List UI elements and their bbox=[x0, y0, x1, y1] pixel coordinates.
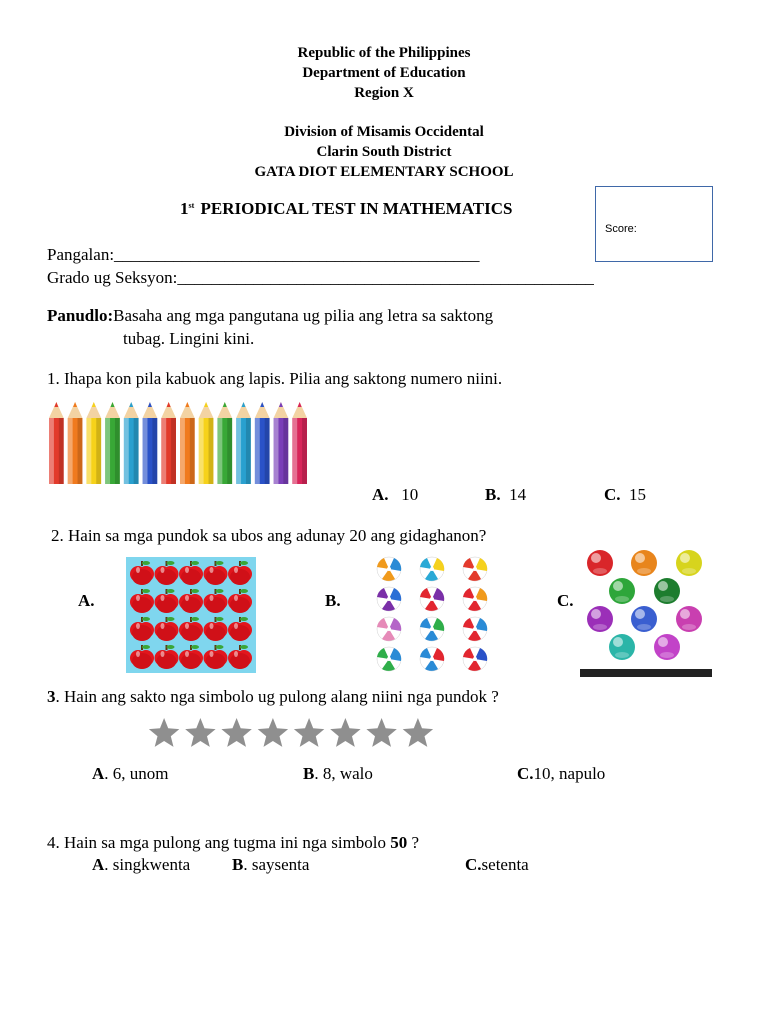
q3-option-b-value: . 8, walo bbox=[314, 764, 373, 783]
apple-icon bbox=[228, 645, 252, 669]
q4-text-end: ? bbox=[407, 833, 420, 852]
header-department: Department of Education bbox=[302, 65, 466, 81]
q4-text: 4. Hain sa mga pulong ang tugma ini nga simbolo bbox=[47, 833, 391, 852]
beach-ball-icon bbox=[463, 557, 487, 581]
beach-ball-icon bbox=[420, 617, 444, 641]
q4-option-a-letter: A bbox=[92, 855, 105, 874]
star-icon bbox=[149, 718, 179, 747]
apple-icon bbox=[204, 589, 228, 613]
pencil-icon bbox=[180, 402, 195, 484]
beach-ball-icon bbox=[463, 647, 487, 671]
pencil-icon bbox=[199, 402, 214, 484]
star-icon bbox=[221, 718, 251, 747]
beach-ball-icon bbox=[420, 647, 444, 671]
q4-option-b-letter: B bbox=[232, 855, 244, 874]
instructions-label: Panudlo: bbox=[47, 306, 114, 325]
apple-icon bbox=[228, 561, 252, 585]
name-field[interactable]: Pangalan:___________________________________________ bbox=[47, 245, 480, 264]
instructions-line2: tubag. Lingini kini. bbox=[123, 329, 255, 348]
q1-option-a-letter: A. bbox=[372, 485, 389, 504]
q1-option-c[interactable] bbox=[604, 485, 646, 505]
apple-icon bbox=[204, 617, 228, 641]
marble-icon bbox=[676, 550, 702, 576]
title-ordinal: 1 bbox=[180, 199, 189, 218]
q4-option-a-value: . singkwenta bbox=[104, 855, 191, 874]
marble-icon bbox=[654, 634, 680, 660]
star-icon bbox=[330, 718, 360, 747]
pencil-icon bbox=[105, 402, 120, 484]
q1-option-b-letter: B. bbox=[485, 485, 501, 504]
marble-icon bbox=[609, 634, 635, 660]
marble-icon bbox=[631, 606, 657, 632]
apple-icon bbox=[204, 561, 228, 585]
q1-option-b[interactable] bbox=[485, 485, 526, 505]
header-division: Division of Misamis Occidental bbox=[284, 124, 484, 140]
apple-icon bbox=[179, 589, 203, 613]
q3-text: . Hain ang sakto nga simbolo ug pulong alang niini nga pundok ? bbox=[55, 687, 499, 706]
instructions-text: Basaha ang mga pangutana ug pilia ang letra sa saktong bbox=[113, 306, 494, 325]
star-icon bbox=[294, 718, 324, 747]
pencil-icon bbox=[292, 402, 307, 484]
apple-icon bbox=[155, 617, 179, 641]
question-1: 1. Ihapa kon pila kabuok ang lapis. Pilia ang saktong numero niini. bbox=[47, 369, 503, 388]
header-school: GATA DIOT ELEMENTARY SCHOOL bbox=[254, 164, 514, 180]
apple-icon bbox=[155, 561, 179, 585]
beach-ball-icon bbox=[377, 557, 401, 581]
q4-option-c[interactable] bbox=[465, 855, 529, 875]
pencil-icon bbox=[255, 402, 270, 484]
pencil-icon bbox=[217, 402, 232, 484]
apple-icon bbox=[228, 617, 252, 641]
header-region: Region X bbox=[354, 85, 414, 101]
question-4 bbox=[47, 833, 419, 853]
pencil-icon bbox=[143, 402, 158, 484]
q1-option-c-value: 15 bbox=[629, 485, 647, 504]
score-label: Score: bbox=[605, 223, 637, 235]
test-title bbox=[180, 199, 512, 219]
apple-icon bbox=[179, 645, 203, 669]
q3-option-a-value: . 6, unom bbox=[104, 764, 169, 783]
star-icon bbox=[185, 718, 215, 747]
beach-ball-icon bbox=[463, 617, 487, 641]
q4-number: 50 bbox=[390, 833, 408, 852]
marble-icon bbox=[587, 606, 613, 632]
apple-icon bbox=[179, 561, 203, 585]
pencil-icon bbox=[86, 402, 101, 484]
q3-number: 3 bbox=[47, 687, 56, 706]
q4-option-b-value: . saysenta bbox=[243, 855, 310, 874]
title-ordinal-suffix: st bbox=[188, 201, 195, 210]
pencils-image bbox=[47, 402, 309, 484]
marble-icon bbox=[654, 578, 680, 604]
q4-option-a[interactable] bbox=[92, 855, 190, 875]
apple-icon bbox=[130, 561, 154, 585]
marble-icon bbox=[631, 550, 657, 576]
beach-ball-icon bbox=[377, 617, 401, 641]
pencil-icon bbox=[68, 402, 83, 484]
apple-icon bbox=[155, 589, 179, 613]
q2-option-a[interactable]: A. bbox=[78, 591, 95, 610]
question-2: 2. Hain sa mga pundok sa ubos ang adunay 20 ang gidaghanon? bbox=[51, 526, 487, 545]
q1-option-a-value: 10 bbox=[401, 485, 419, 504]
beach-ball-icon bbox=[377, 647, 401, 671]
beach-ball-icon bbox=[420, 557, 444, 581]
star-icon bbox=[366, 718, 396, 747]
q3-option-c-value: 10, napulo bbox=[533, 764, 606, 783]
pencil-icon bbox=[124, 402, 139, 484]
apple-icon bbox=[204, 645, 228, 669]
apple-icon bbox=[130, 645, 154, 669]
q3-option-b-letter: B bbox=[303, 764, 315, 783]
pencil-icon bbox=[49, 402, 64, 484]
question-3 bbox=[47, 687, 499, 707]
q3-option-a-letter: A bbox=[92, 764, 105, 783]
beach-balls-image bbox=[375, 555, 497, 673]
beach-ball-icon bbox=[377, 587, 401, 611]
marble-icon bbox=[676, 606, 702, 632]
header-district: Clarin South District bbox=[316, 144, 452, 160]
score-box[interactable] bbox=[595, 186, 713, 262]
beach-ball-icon bbox=[420, 587, 444, 611]
q3-option-c[interactable] bbox=[517, 764, 605, 784]
apple-icon bbox=[228, 589, 252, 613]
apple-icon bbox=[155, 645, 179, 669]
q1-option-c-letter: C. bbox=[604, 485, 621, 504]
apples-grid bbox=[126, 557, 256, 673]
grade-section-field[interactable]: Grado ug Seksyon:_________________________________________________ bbox=[47, 268, 594, 287]
q3-option-c-letter: C. bbox=[517, 764, 534, 783]
beach-ball-icon bbox=[463, 587, 487, 611]
q3-option-b[interactable] bbox=[303, 764, 373, 784]
title-text: PERIODICAL TEST IN MATHEMATICS bbox=[200, 199, 513, 218]
apples-image bbox=[126, 557, 256, 673]
star-icon bbox=[403, 718, 433, 747]
marbles-image bbox=[580, 547, 712, 677]
pencil-icon bbox=[236, 402, 251, 484]
apple-icon bbox=[130, 617, 154, 641]
q1-option-a[interactable] bbox=[372, 485, 418, 505]
header-republic: Republic of the Philippines bbox=[297, 45, 471, 61]
marble-icon bbox=[587, 550, 613, 576]
q3-option-a[interactable] bbox=[92, 764, 169, 784]
q4-option-b[interactable] bbox=[232, 855, 309, 875]
marble-icon bbox=[609, 578, 635, 604]
pencil-icon bbox=[274, 402, 289, 484]
stars-image bbox=[146, 718, 436, 750]
instructions bbox=[47, 306, 493, 326]
star-icon bbox=[258, 718, 288, 747]
pencil-icon bbox=[161, 402, 176, 484]
q4-option-c-value: setenta bbox=[481, 855, 529, 874]
q4-option-c-letter: C. bbox=[465, 855, 482, 874]
q1-option-b-value: 14 bbox=[509, 485, 527, 504]
apple-icon bbox=[130, 589, 154, 613]
apple-icon bbox=[179, 617, 203, 641]
q2-option-b[interactable]: B. bbox=[325, 591, 341, 610]
q2-option-c[interactable]: C. bbox=[557, 591, 574, 610]
